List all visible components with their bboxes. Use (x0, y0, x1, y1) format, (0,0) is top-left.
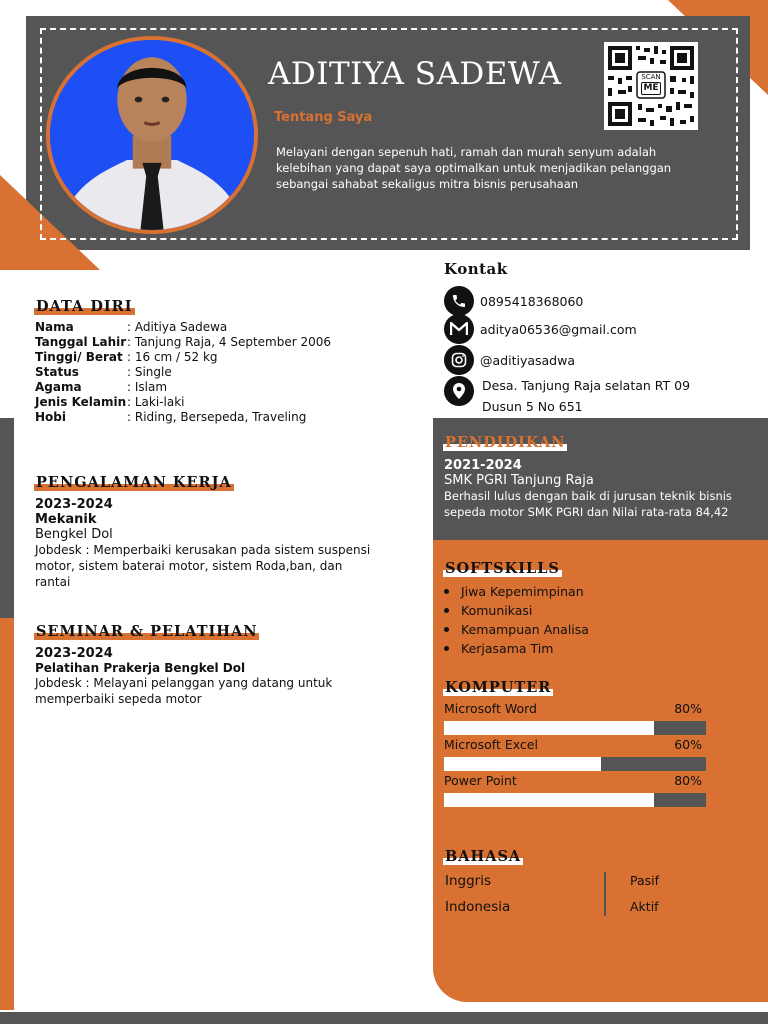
seminar-title: SEMINAR & PELATIHAN (36, 623, 258, 640)
bahasa-level: Pasif (630, 873, 660, 888)
contact-address (444, 375, 690, 417)
pengalaman-role: Mekanik (35, 512, 97, 527)
data-diri-section (34, 296, 135, 315)
data-diri-value: : Riding, Bersepeda, Traveling (127, 410, 307, 424)
softskill-label: Kemampuan Analisa (461, 622, 589, 637)
seminar-desc: Jobdesk : Melayani pelanggan yang datang untuk memperbaiki sepeda motor (35, 676, 333, 706)
pengalaman-desc: Jobdesk : Memperbaiki kerusakan pada sistem suspensi motor, sistem baterai motor, sistem Roda,ban, dan rantai (35, 543, 371, 589)
data-diri-row (35, 350, 331, 365)
softskill-item (444, 639, 589, 658)
address-line-1: Desa. Tanjung Raja selatan RT 09 (482, 378, 691, 393)
pendidikan-school: SMK PGRI Tanjung Raja (444, 473, 594, 488)
qr-scan-label: SCAN (641, 73, 661, 81)
bahasa-level: Aktif (630, 899, 659, 914)
data-diri-label: Tinggi/ Berat (35, 350, 123, 364)
phone-icon (444, 286, 474, 316)
pendidikan-year: 2021-2024 (444, 458, 522, 473)
bahasa-row (445, 868, 695, 894)
instagram-icon (444, 345, 474, 375)
bullet-icon (444, 608, 449, 613)
email-icon (444, 314, 474, 344)
bahasa-row (445, 894, 695, 920)
qr-code[interactable] (604, 42, 698, 130)
left-strip-orange (0, 618, 14, 1010)
softskill-item (444, 601, 589, 620)
bahasa-divider (604, 872, 606, 916)
bahasa-language: Inggris (445, 873, 492, 889)
instagram-handle: @aditiyasadwa (480, 352, 575, 368)
pendidikan-title: PENDIDIKAN (445, 434, 566, 451)
data-diri-value: : Single (127, 365, 172, 379)
seminar-entry (35, 646, 355, 707)
bullet-icon (444, 589, 449, 594)
softskills-section (443, 558, 562, 577)
left-strip-gray (0, 418, 14, 618)
skill-name: Microsoft Word (444, 701, 537, 716)
komputer-section (443, 677, 553, 696)
softskill-label: Jiwa Kepemimpinan (461, 584, 584, 599)
skill-percent: 80% (674, 701, 702, 716)
softskill-item (444, 620, 589, 639)
phone-number: 0895418368060 (480, 293, 584, 309)
seminar-section (34, 621, 259, 640)
data-diri-row (35, 335, 331, 350)
data-diri-row (35, 365, 331, 380)
data-diri-value: : 16 cm / 52 kg (127, 350, 218, 364)
contact-phone[interactable] (444, 286, 583, 316)
bahasa-language: Indonesia (445, 899, 511, 915)
data-diri-title: DATA DIRI (36, 298, 133, 315)
data-diri-table (35, 320, 331, 425)
softskills-list (444, 582, 589, 658)
softskills-title: SOFTSKILLS (445, 560, 560, 577)
skill-bar-track (444, 793, 706, 807)
pendidikan-entry (444, 458, 744, 520)
data-diri-label: Agama (35, 380, 82, 394)
about-text: Melayani dengan sepenuh hati, ramah dan murah senyum adalah kelebihan yang dapat saya optimalkan untuk menjadikan pelanggan sebangai sahabat sekaligus mitra bisnis perusahaan (276, 145, 672, 191)
bahasa-section (443, 846, 523, 865)
skill-bar-fill (444, 721, 654, 735)
location-pin-icon (444, 376, 474, 406)
data-diri-label: Nama (35, 320, 74, 334)
about-title: Tentang Saya (274, 110, 373, 125)
data-diri-row (35, 410, 331, 425)
bullet-icon (444, 627, 449, 632)
person-name: ADITIYA SADEWA (268, 56, 562, 92)
bahasa-table (445, 868, 695, 920)
skill-bar-fill (444, 757, 601, 771)
pengalaman-place: Bengkel Dol (35, 527, 113, 542)
data-diri-label: Status (35, 365, 79, 379)
seminar-year: 2023-2024 (35, 646, 113, 661)
kontak-title: Kontak (444, 260, 508, 278)
seminar-name: Pelatihan Prakerja Bengkel Dol (35, 661, 246, 675)
pendidikan-section (443, 432, 567, 451)
softskill-item (444, 582, 589, 601)
pendidikan-desc: Berhasil lulus dengan baik di jurusan teknik bisnis sepeda motor SMK PGRI dan Nilai rata-rata 84,42 (444, 489, 732, 519)
skill-bar-fill (444, 793, 654, 807)
komputer-title: KOMPUTER (445, 679, 552, 696)
pengalaman-year: 2023-2024 (35, 497, 113, 512)
skill-powerpoint (444, 773, 706, 807)
softskill-label: Komunikasi (461, 603, 533, 618)
skill-excel (444, 737, 706, 771)
data-diri-label: Jenis Kelamin (35, 395, 127, 409)
data-diri-row (35, 320, 331, 335)
pengalaman-title: PENGALAMAN KERJA (36, 474, 232, 491)
profile-photo (46, 36, 258, 234)
bullet-icon (444, 646, 449, 651)
email-address: aditya06536@gmail.com (480, 321, 637, 337)
data-diri-row (35, 380, 331, 395)
skill-word (444, 701, 706, 735)
data-diri-label: Hobi (35, 410, 66, 424)
data-diri-value: : Tanjung Raja, 4 September 2006 (127, 335, 332, 349)
skill-name: Microsoft Excel (444, 737, 538, 752)
data-diri-value: : Laki-laki (127, 395, 185, 409)
softskill-label: Kerjasama Tim (461, 641, 554, 656)
skill-bar-track (444, 721, 706, 735)
skill-bar-track (444, 757, 706, 771)
bahasa-title: BAHASA (445, 848, 522, 865)
qr-me-label: ME (641, 82, 661, 95)
pengalaman-section (34, 472, 234, 491)
skill-percent: 60% (674, 737, 702, 752)
data-diri-row (35, 395, 331, 410)
bottom-bar (0, 1012, 768, 1024)
address-line-2: Dusun 5 No 651 (482, 399, 583, 414)
data-diri-label: Tanggal Lahir (35, 335, 127, 349)
contact-email[interactable] (444, 314, 637, 344)
data-diri-value: : Islam (127, 380, 168, 394)
skill-name: Power Point (444, 773, 517, 788)
pengalaman-entry (35, 497, 375, 590)
contact-instagram[interactable] (444, 345, 575, 375)
skill-percent: 80% (674, 773, 702, 788)
data-diri-value: : Aditiya Sadewa (127, 320, 228, 334)
